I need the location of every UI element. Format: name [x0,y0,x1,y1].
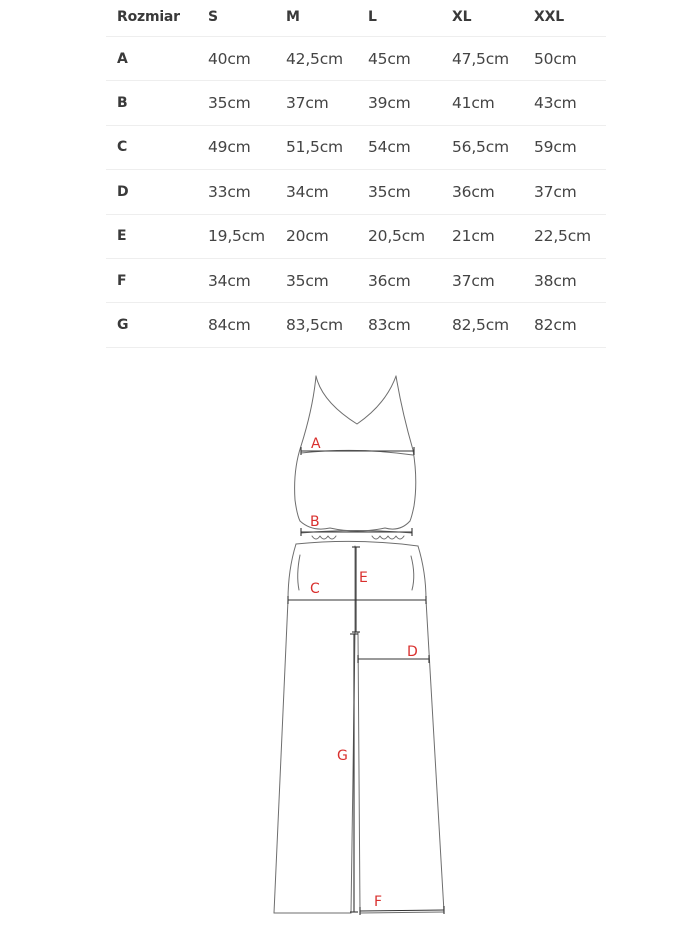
jumpsuit-outline [274,376,444,913]
measure-label-c: C [310,581,320,597]
table-cell: 82cm [534,316,577,335]
bust-seam [301,450,413,455]
table-cell: 35cm [208,94,251,113]
table-cell: 56,5cm [452,138,509,157]
right-strap [396,376,413,450]
table-cell: 20cm [286,227,329,246]
table-cell: 49cm [208,138,251,157]
measurement-lines [288,447,444,915]
table-cell: 82,5cm [452,316,509,335]
measure-label-g: G [337,748,348,764]
row-label: B [117,95,128,112]
header-xxl: XXL [534,9,564,25]
table-cell: 35cm [368,182,411,201]
table-cell: 37cm [286,94,329,113]
table-cell: 21cm [452,227,495,246]
header-xl: XL [452,9,472,25]
bodice-left [295,446,301,521]
table-cell: 38cm [534,271,577,290]
table-cell: 84cm [208,316,251,335]
table-cell: 36cm [368,271,411,290]
header-size: Rozmiar [117,9,180,25]
trouser-right-side [418,546,444,912]
table-row [106,170,606,214]
measure-label-a: A [311,436,321,452]
table-cell: 47,5cm [452,49,509,68]
table-cell: 45cm [368,49,411,68]
table-cell: 50cm [534,49,577,68]
left-strap [301,376,316,446]
table-row [106,259,606,303]
table-cell: 42,5cm [286,49,343,68]
header-l: L [368,9,377,25]
inseam-left [351,632,355,913]
neckline [316,376,396,424]
row-label: C [117,139,128,156]
inseam-right [358,632,360,913]
table-row [106,215,606,259]
table-row [106,81,606,125]
measure-label-d: D [407,644,418,660]
row-label: D [117,183,129,200]
left-pocket [298,555,300,590]
right-pocket [411,556,414,590]
hem-right [360,912,444,913]
size-chart-table [106,0,606,348]
measure-line-f [360,910,444,911]
table-cell: 37cm [452,271,495,290]
measurement-labels [310,436,418,910]
waistband-bottom [296,541,418,546]
row-label: A [117,50,128,67]
table-cell: 40cm [208,49,251,68]
measure-label-f: F [374,894,383,910]
table-cell: 36cm [452,182,495,201]
table-cell: 83,5cm [286,316,343,335]
bodice-right [410,450,416,521]
table-cell: 51,5cm [286,138,343,157]
table-row [106,303,606,347]
table-cell: 19,5cm [208,227,265,246]
table-row [106,126,606,170]
table-header-row [106,0,606,37]
header-s: S [208,9,218,25]
table-cell: 35cm [286,271,329,290]
table-cell: 33cm [208,182,251,201]
measure-label-b: B [310,514,320,530]
table-cell: 59cm [534,138,577,157]
table-row [106,37,606,81]
table-cell: 41cm [452,94,495,113]
table-cell: 43cm [534,94,577,113]
trouser-left-side [274,544,296,913]
header-m: M [286,9,300,25]
table-cell: 83cm [368,316,411,335]
table-cell: 34cm [286,182,329,201]
table-cell: 37cm [534,182,577,201]
measure-label-e: E [359,570,368,586]
table-cell: 39cm [368,94,411,113]
row-label: G [117,317,129,334]
table-cell: 22,5cm [534,227,591,246]
table-cell: 34cm [208,271,251,290]
waistband-gathers [312,536,404,539]
row-label: E [117,228,127,245]
waistband-top [301,531,412,534]
bodice-hem [300,521,410,531]
row-label: F [117,272,127,289]
table-cell: 54cm [368,138,411,157]
table-cell: 20,5cm [368,227,425,246]
